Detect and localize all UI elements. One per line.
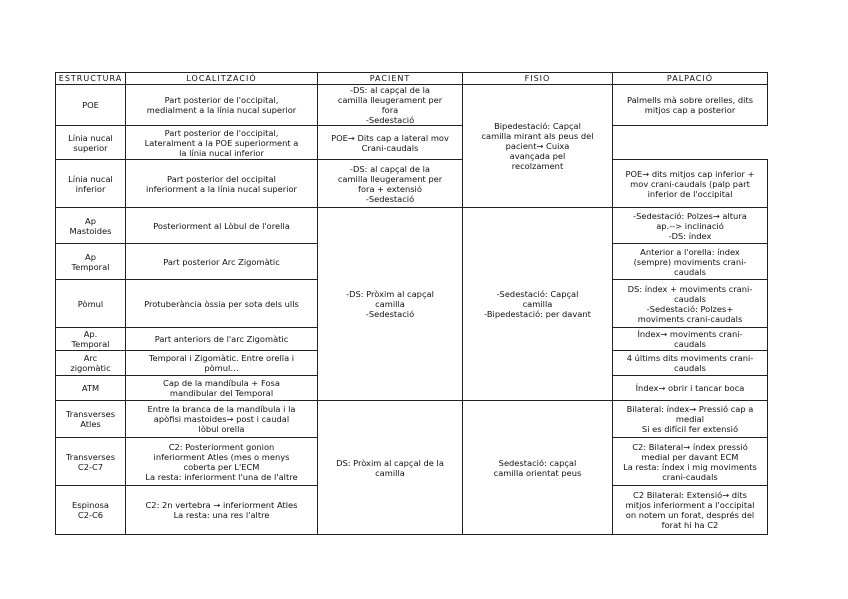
cell-estructura: POE <box>56 85 126 126</box>
cell-estructura: Transverses Atles <box>56 401 126 438</box>
cell-estructura: Espinosa C2-C6 <box>56 486 126 535</box>
cell-palpacio: Anterior a l'orella: índex (sempre) moviments crani- caudals <box>613 244 768 280</box>
cell-fisio: -Sedestació: Capçal camilla -Bipedestació: per davant <box>463 208 613 401</box>
cell-palpacio: POE→ dits mitjos cap inferior + mov crani-caudals (palp part inferior de l'occipital <box>613 160 768 208</box>
cell-localitzacio: Protuberància òssia per sota dels ulls <box>126 280 318 328</box>
cell-estructura: Ap. Temporal <box>56 328 126 351</box>
cell-estructura: ATM <box>56 376 126 401</box>
cell-pacient: -DS: Pròxim al capçal camilla -Sedestació <box>318 208 463 401</box>
cell-fisio: Bipedestació: Capçal camilla mirant als peus del pacient→ Cuixa avançada pel recolzament <box>463 85 613 208</box>
header-localitzacio: LOCALITZACIÓ <box>126 73 318 85</box>
table-row <box>56 401 768 438</box>
cell-localitzacio: Part anteriors de l'arc Zigomàtic <box>126 328 318 351</box>
cell-localitzacio: Temporal i Zigomàtic. Entre orella i pòmul… <box>126 351 318 376</box>
header-palpacio: PALPACIÓ <box>613 73 768 85</box>
cell-estructura: Transverses C2-C7 <box>56 438 126 486</box>
cell-estructura: Ap Temporal <box>56 244 126 280</box>
cell-palpacio: DS: índex + moviments crani- caudals -Sedestació: Polzes+ moviments crani-caudals <box>613 280 768 328</box>
table-row <box>56 160 768 208</box>
cell-estructura: Ap Mastoides <box>56 208 126 244</box>
cell-localitzacio: Part posterior de l'occipital, medialment a la línia nucal superior <box>126 85 318 126</box>
cell-localitzacio: Part posterior Arc Zigomàtic <box>126 244 318 280</box>
cell-localitzacio: Posteriorment al Lòbul de l'orella <box>126 208 318 244</box>
cell-palpacio: C2: Bilateral→ índex pressió medial per davant ECM La resta: índex i mig moviments crani-caudals <box>613 438 768 486</box>
cell-palpacio: C2 Bilateral: Extensió→ dits mitjos inferiorment a l'occipital on notem un forat, després del forat hi ha C2 <box>613 486 768 535</box>
cell-palpacio: Palmells mà sobre orelles, dits mitjos cap a posterior <box>613 85 768 126</box>
cell-palpacio: Bilateral: índex→ Pressió cap a medial Si es difícil fer extensió <box>613 401 768 438</box>
cell-pacient: -DS: al capçal de la camilla lleugerament per fora -Sedestació <box>318 85 463 126</box>
anatomy-palpation-table <box>55 72 768 535</box>
table-row <box>56 208 768 244</box>
header-estructura: ESTRUCTURA <box>56 73 126 85</box>
cell-fisio: Sedestació: capçal camilla orientat peus <box>463 401 613 535</box>
cell-palpacio: Índex→ obrir i tancar boca <box>613 376 768 401</box>
cell-estructura: Arc zigomàtic <box>56 351 126 376</box>
cell-pacient: -DS: al capçal de la camilla lleugerament per fora + extensió -Sedestació <box>318 160 463 208</box>
cell-localitzacio: C2: Posteriorment gonion inferiorment Atles (mes o menys coberta per L'ECM La resta: inferiorment l'una de l'altre <box>126 438 318 486</box>
table-row <box>56 126 768 160</box>
cell-estructura: Línia nucal inferior <box>56 160 126 208</box>
cell-estructura: Línia nucal superior <box>56 126 126 160</box>
cell-localitzacio: Entre la branca de la mandíbula i la apòfisi mastoides→ post i caudal lòbul orella <box>126 401 318 438</box>
cell-palpacio: -Sedestació: Polzes→ altura ap.--> inclinació -DS: índex <box>613 208 768 244</box>
cell-palpacio: 4 últims dits moviments crani- caudals <box>613 351 768 376</box>
cell-localitzacio: Part posterior de l'occipital, Lateralment a la POE superiorment a la línia nucal inferior <box>126 126 318 160</box>
cell-localitzacio: Cap de la mandíbula + Fosa mandibular del Temporal <box>126 376 318 401</box>
cell-palpacio: Índex→ moviments crani- caudals <box>613 328 768 351</box>
cell-localitzacio: C2: 2n vertebra → inferiorment Atles La resta: una res l'altre <box>126 486 318 535</box>
table-row <box>56 85 768 126</box>
cell-localitzacio: Part posterior del occipital inferiorment a la línia nucal superior <box>126 160 318 208</box>
cell-pacient: DS: Pròxim al capçal de la camilla <box>318 401 463 535</box>
header-fisio: FISIO <box>463 73 613 85</box>
cell-estructura: Pòmul <box>56 280 126 328</box>
header-row <box>56 73 768 85</box>
cell-palpacio: POE→ Dits cap a lateral mov Crani-caudals <box>318 126 463 160</box>
header-pacient: PACIENT <box>318 73 463 85</box>
